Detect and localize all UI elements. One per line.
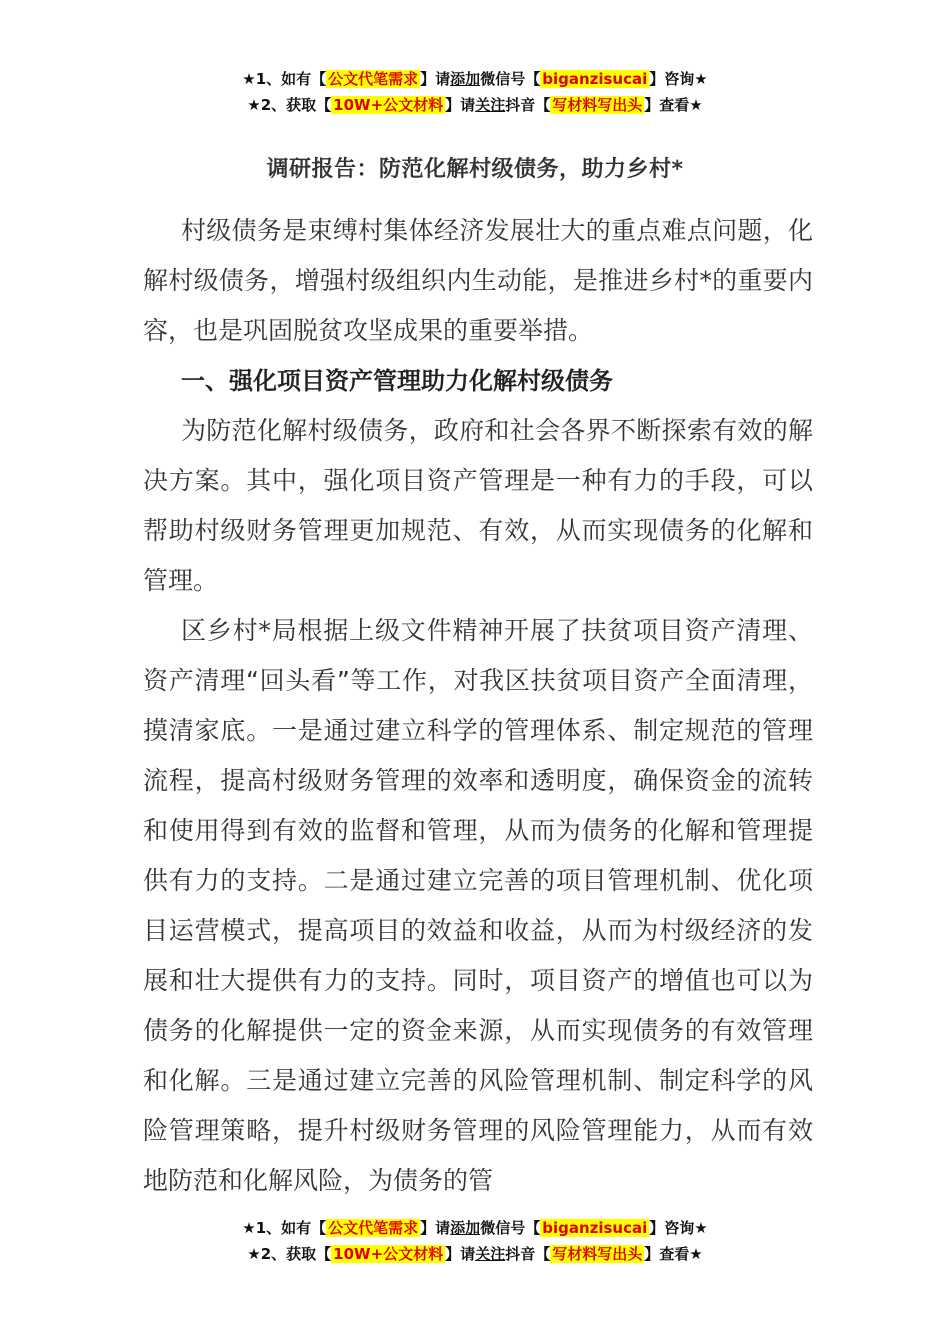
- highlight-douyin-account: 写材料写出头: [552, 1245, 643, 1263]
- paragraph-3: 区乡村*局根据上级文件精神开展了扶贫项目资产清理、资产清理“回头看”等工作，对我区扶贫项目资产全面清理，摸清家底。一是通过建立科学的管理体系、制定规范的管理流程，提高村级财务管理的效率和透明度，确保资金的流转和使用得到有效的监督和管理，从而为债务的化解和管理提供有力的支持。二是通过建立完善的项目管理机制、优化项目运营模式，提高项目的效益和收益，从而为村级经济的发展和壮大提供有力的支持。同时，项目资产的增值也可以为债务的化解提供一定的资金来源，从而实现债务的有效管理和化解。三是通过建立完善的风险管理机制、制定科学的风险管理策略，提升村级财务管理的风险管理能力，从而有效地防范和化解风险，为债务的管: [143, 616, 813, 1195]
- underlined-text: 添加: [450, 1219, 481, 1237]
- banner-text: 微信号【: [480, 70, 541, 88]
- banner-text: 】请: [420, 70, 451, 88]
- banner-text: 】请: [420, 1219, 451, 1237]
- star-icon: ★: [694, 70, 708, 88]
- banner-text: 】咨询: [649, 1219, 695, 1237]
- header-banner: [0, 66, 950, 118]
- banner-text: 】查看: [644, 1245, 690, 1263]
- banner-line-2: [0, 1241, 950, 1267]
- underlined-text: 关注: [475, 96, 506, 114]
- banner-line-2: [0, 92, 950, 118]
- banner-text: 】请: [445, 1245, 476, 1263]
- underlined-text: 添加: [450, 70, 481, 88]
- highlight-service: 公文代笔需求: [328, 70, 419, 88]
- section-heading-1: 一、强化项目资产管理助力化解村级债务: [181, 367, 613, 395]
- banner-line-1: [0, 66, 950, 92]
- star-icon: ★: [694, 1219, 708, 1237]
- highlight-douyin-account: 写材料写出头: [552, 96, 643, 114]
- highlight-materials: 10W+公文材料: [333, 1245, 444, 1263]
- banner-text: 2、获取【: [260, 1245, 332, 1263]
- banner-text: 抖音【: [505, 96, 551, 114]
- document-body: [143, 206, 813, 1206]
- underlined-text: 关注: [475, 1245, 506, 1263]
- document-title: 调研报告：防范化解村级债务，助力乡村*: [266, 157, 684, 182]
- star-icon: ★: [689, 1245, 703, 1263]
- highlight-materials: 10W+公文材料: [333, 96, 444, 114]
- footer-banner: [0, 1215, 950, 1267]
- banner-text: 2、获取【: [260, 96, 332, 114]
- banner-text: 1、如有【: [255, 1219, 327, 1237]
- highlight-wechat-id: biganzisucai: [542, 1219, 648, 1237]
- paragraph-intro: 村级债务是束缚村集体经济发展壮大的重点难点问题，化解村级债务，增强村级组织内生动能，是推进乡村*的重要内容，也是巩固脱贫攻坚成果的重要举措。: [143, 216, 813, 345]
- banner-text: 】咨询: [649, 70, 695, 88]
- star-icon: ★: [247, 1245, 261, 1263]
- banner-text: 】查看: [644, 96, 690, 114]
- banner-line-1: [0, 1215, 950, 1241]
- banner-text: 微信号【: [480, 1219, 541, 1237]
- paragraph-2: 为防范化解村级债务，政府和社会各界不断探索有效的解决方案。其中，强化项目资产管理是一种有力的手段，可以帮助村级财务管理更加规范、有效，从而实现债务的化解和管理。: [143, 416, 813, 595]
- banner-text: 1、如有【: [255, 70, 327, 88]
- highlight-wechat-id: biganzisucai: [542, 70, 648, 88]
- star-icon: ★: [242, 1219, 256, 1237]
- star-icon: ★: [242, 70, 256, 88]
- banner-text: 】请: [445, 96, 476, 114]
- star-icon: ★: [689, 96, 703, 114]
- highlight-service: 公文代笔需求: [328, 1219, 419, 1237]
- banner-text: 抖音【: [505, 1245, 551, 1263]
- star-icon: ★: [247, 96, 261, 114]
